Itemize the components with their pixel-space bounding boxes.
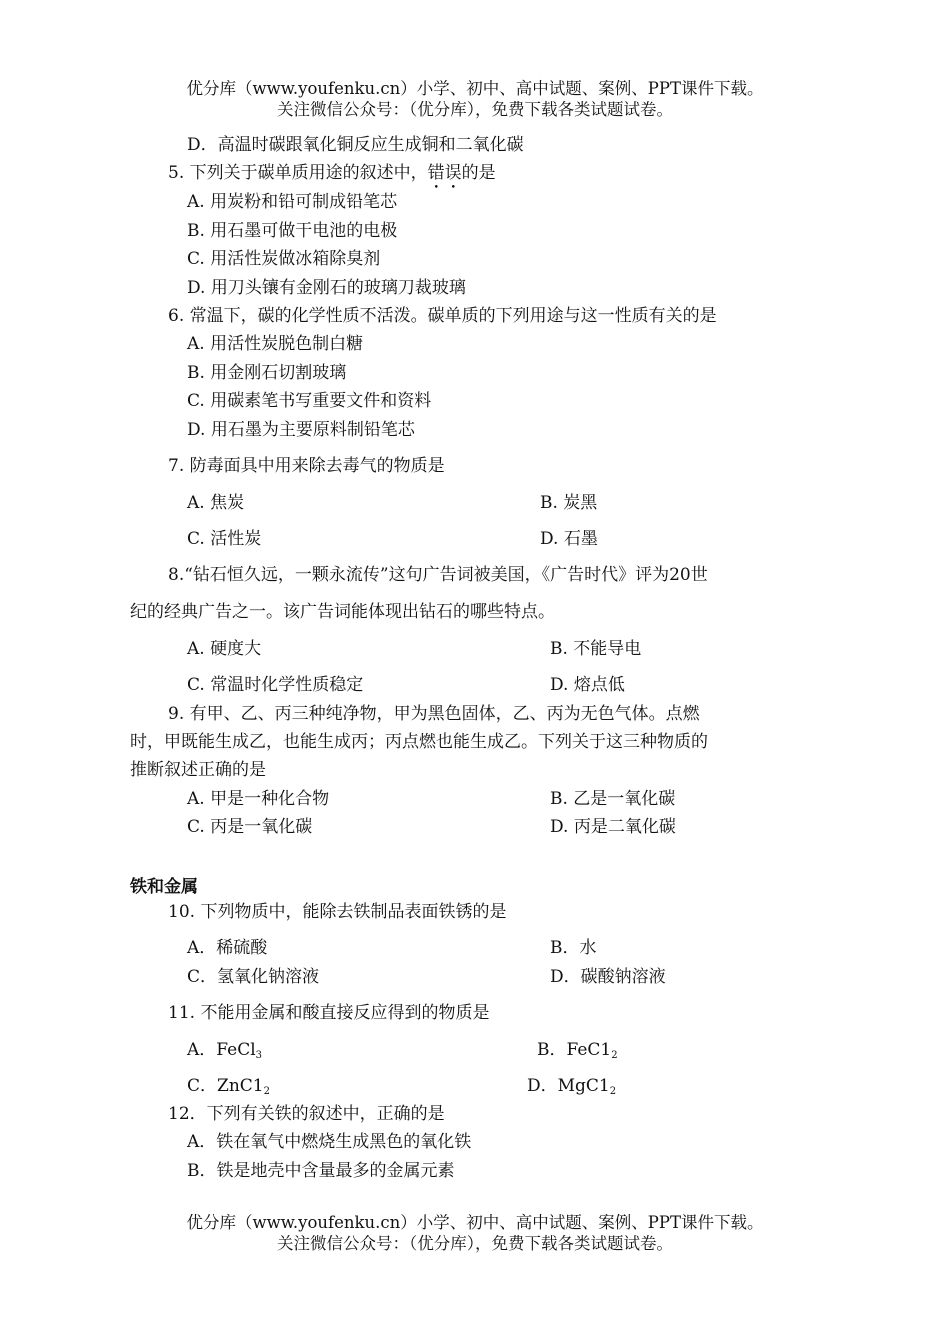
- q8-option-c: C. 常温时化学性质稳定: [187, 675, 364, 695]
- q10-option-d: D．碳酸钠溶液: [550, 967, 666, 987]
- q4-option-d: D．高温时碳跟氧化铜反应生成铜和二氧化碳: [187, 135, 524, 155]
- q9-stem-line-2: 时，甲既能生成乙，也能生成丙；丙点燃也能生成乙。下列关于这三种物质的: [130, 732, 708, 752]
- q8-stem-line-2: 纪的经典广告之一。该广告词能体现出钻石的哪些特点。: [130, 602, 555, 622]
- q8-option-a: A. 硬度大: [187, 639, 262, 659]
- q10-option-c: C．氢氧化钠溶液: [187, 967, 320, 987]
- q5-option-b: B. 用石墨可做干电池的电极: [187, 221, 398, 241]
- q9-option-b: B. 乙是一氧化碳: [550, 789, 676, 809]
- q7-option-c: C. 活性炭: [187, 529, 262, 549]
- q5-stem-emphasis: 错误: [427, 163, 462, 183]
- q9-stem-line-3: 推断叙述正确的是: [130, 760, 266, 780]
- q11-option-a-subscript: 3: [255, 1050, 263, 1061]
- header-line-1: 优分库（www.youfenku.cn）小学、初中、高中试题、案例、PPT课件下载。: [186, 79, 764, 98]
- q11-option-c-subscript: 2: [263, 1086, 270, 1097]
- q11-option-c: [187, 1075, 270, 1097]
- q6-option-d: D. 用石墨为主要原料制铅笔芯: [187, 420, 415, 440]
- q11-option-a: [187, 1039, 262, 1061]
- q9-stem-line-1: 9. 有甲、乙、丙三种纯净物，甲为黑色固体，乙、丙为无色气体。点燃: [168, 704, 700, 724]
- q11-option-d-text: D．MgC1: [527, 1076, 610, 1096]
- q9-option-d: D. 丙是二氧化碳: [550, 817, 676, 837]
- section-title: 铁和金属: [130, 877, 198, 897]
- q5-option-c: C. 用活性炭做冰箱除臭剂: [187, 249, 381, 269]
- q11-option-a-text: A．FeCl: [187, 1040, 256, 1060]
- q12-option-a: A．铁在氧气中燃烧生成黑色的氧化铁: [187, 1132, 472, 1152]
- q6-option-b: B. 用金刚石切割玻璃: [187, 363, 347, 383]
- footer-line-2: 关注微信公众号：（优分库），免费下载各类试题试卷。: [277, 1234, 673, 1253]
- q11-option-b-subscript: 2: [611, 1050, 618, 1061]
- q10-option-b: B．水: [550, 938, 597, 958]
- q7-option-d: D. 石墨: [540, 529, 598, 549]
- q11-option-d-subscript: 2: [609, 1086, 617, 1097]
- header-line-2: 关注微信公众号：（优分库），免费下载各类试题试卷。: [277, 100, 673, 119]
- q5-option-a: A. 用炭粉和铅可制成铅笔芯: [187, 192, 398, 212]
- q11-option-c-text: C．ZnC1: [187, 1076, 264, 1096]
- q5-option-d: D. 用刀头镶有金刚石的玻璃刀裁玻璃: [187, 278, 466, 298]
- q7-option-a: A. 焦炭: [187, 493, 245, 513]
- q11-stem: 11. 不能用金属和酸直接反应得到的物质是: [168, 1003, 490, 1023]
- q7-stem: 7. 防毒面具中用来除去毒气的物质是: [168, 456, 445, 476]
- q7-option-b: B. 炭黑: [540, 493, 598, 513]
- q6-option-c: C. 用碳素笔书写重要文件和资料: [187, 391, 432, 411]
- q6-stem: 6. 常温下，碳的化学性质不活泼。碳单质的下列用途与这一性质有关的是: [168, 306, 717, 326]
- q5-stem-b: 的是: [461, 163, 496, 183]
- q10-stem: 10. 下列物质中，能除去铁制品表面铁锈的是: [168, 902, 507, 922]
- q11-option-b-text: B．FeC1: [537, 1040, 612, 1060]
- q8-option-b: B. 不能导电: [550, 639, 642, 659]
- footer-line-1: 优分库（www.youfenku.cn）小学、初中、高中试题、案例、PPT课件下载。: [186, 1213, 764, 1232]
- q8-option-d: D. 熔点低: [550, 675, 625, 695]
- q5-stem: [168, 162, 496, 193]
- q6-option-a: A. 用活性炭脱色制白糖: [187, 334, 364, 354]
- q12-option-b: B．铁是地壳中含量最多的金属元素: [187, 1161, 455, 1181]
- q8-stem-line-1: 8.“钻石恒久远，一颗永流传”这句广告词被美国，《广告时代》评为20世: [168, 565, 708, 585]
- q12-stem: 12．下列有关铁的叙述中，正确的是: [168, 1104, 445, 1124]
- q9-option-c: C. 丙是一氧化碳: [187, 817, 313, 837]
- q11-option-b: [537, 1039, 618, 1061]
- q11-option-d: [527, 1075, 616, 1097]
- q5-stem-a: 5. 下列关于碳单质用途的叙述中，: [168, 163, 428, 183]
- q9-option-a: A. 甲是一种化合物: [187, 789, 330, 809]
- q10-option-a: A．稀硫酸: [187, 938, 268, 958]
